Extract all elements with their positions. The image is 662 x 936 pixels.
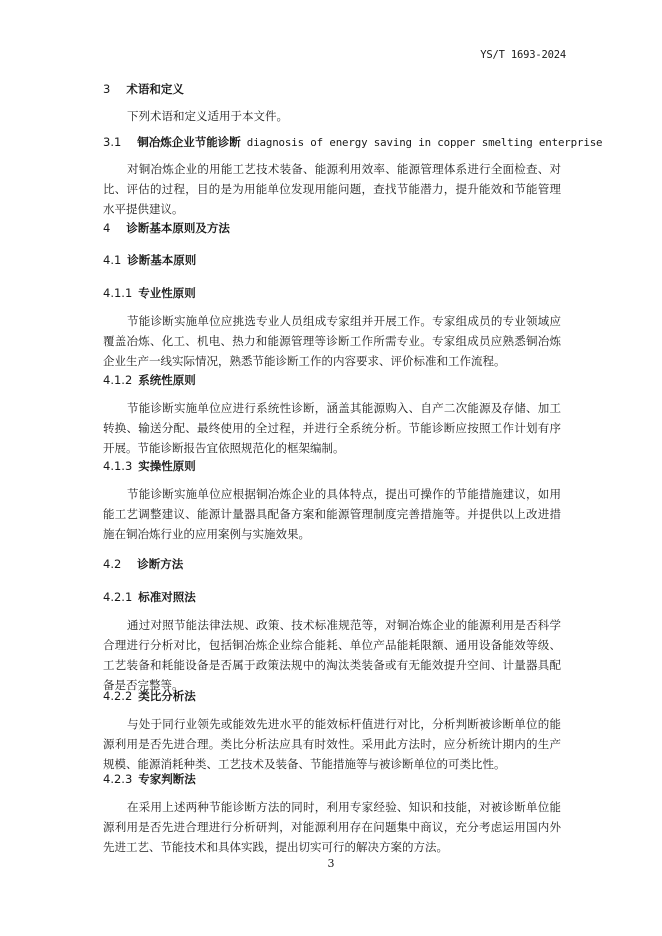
standard-number: YS/T 1693-2024 (480, 49, 566, 61)
section-number: 4.2.3 (103, 772, 133, 786)
section-number: 4.2.2 (103, 689, 133, 703)
section-title: 术语和定义 (126, 82, 184, 96)
term-english: diagnosis of energy saving in copper smelting enterprise (246, 136, 603, 149)
section-title: 诊断基本原则及方法 (126, 221, 230, 235)
section-4-2-heading (103, 556, 183, 572)
section-number: 3.1 (103, 135, 122, 149)
section-number: 4 (103, 221, 111, 235)
section-3-intro: 下列术语和定义适用于本文件。 (127, 109, 288, 123)
section-4-1-heading (103, 252, 196, 268)
section-4-2-3-heading (103, 771, 196, 787)
section-title: 标准对照法 (138, 590, 196, 604)
section-4-1-2-text: 节能诊断实施单位应进行系统性诊断，涵盖其能源购入、自产二次能源及存储、加工转换、输送分配、最终使用的全过程，并进行全系统分析。节能诊断应按照工作计划有序开展。节能诊断报告宜依照规范化的框架编制。 (103, 401, 561, 455)
section-number: 4.1.1 (103, 286, 133, 300)
section-title: 诊断基本原则 (127, 253, 197, 267)
section-4-2-2-text: 与处于同行业领先或能效先进水平的能效标杆值进行对比，分析判断被诊断单位的能源利用是否先进合理。类比分析法应具有时效性。采用此方法时，应分析统计期内的生产规模、能源消耗种类、工艺技术及装备、节能措施等与被诊断单位的可类比性。 (103, 717, 561, 771)
section-4-1-1-text: 节能诊断实施单位应挑选专业人员组成专家组并开展工作。专家组成员的专业领域应覆盖冶炼、化工、机电、热力和能源管理等诊断工作所需专业。专家组成员应熟悉铜冶炼企业生产一线实际情况，熟悉节能诊断工作的内容要求、评价标准和工作流程。 (103, 314, 561, 368)
section-number: 4.1.3 (103, 459, 133, 473)
section-number: 4.1.2 (103, 373, 133, 387)
section-number: 4.1 (103, 253, 122, 267)
section-4-1-3-text: 节能诊断实施单位应根据铜冶炼企业的具体特点，提出可操作的节能措施建议，如用能工艺调整建议、能源计量器具配备方案和能源管理制度完善措施等。并提供以上改进措施在铜冶炼行业的应用案例与实施效果。 (103, 487, 561, 541)
section-title: 类比分析法 (138, 689, 196, 703)
section-title: 实操性原则 (138, 459, 196, 473)
section-4-1-3-heading (103, 458, 196, 474)
term-3-1-heading (103, 134, 602, 150)
section-4-2-1-heading (103, 589, 196, 605)
section-title: 专家判断法 (138, 772, 196, 786)
section-number: 3 (103, 82, 111, 96)
section-4-2-1-text: 通过对照节能法律法规、政策、技术标准规范等，对铜冶炼企业的能源利用是否科学合理进行分析对比，包括铜冶炼企业综合能耗、单位产品能耗限额、通用设备能效等级、工艺装备和耗能设备是否属于政策法规中的淘汰类装备或有无能效提升空间、计量器具配备是否完整等。 (103, 618, 561, 692)
term-chinese: 铜冶炼企业节能诊断 (137, 135, 241, 149)
section-4-1-1-heading (103, 285, 196, 301)
section-3-heading (103, 81, 184, 97)
section-4-heading (103, 220, 230, 236)
term-3-1-definition: 对铜冶炼企业的用能工艺技术装备、能源利用效率、能源管理体系进行全面检查、对比、评估的过程，目的是为用能单位发现用能问题，查找节能潜力，提升能效和节能管理水平提供建议。 (103, 162, 561, 216)
section-number: 4.2.1 (103, 590, 133, 604)
section-4-2-2-heading (103, 688, 196, 704)
section-title: 诊断方法 (137, 557, 184, 571)
page-number: 3 (327, 857, 335, 870)
section-title: 专业性原则 (138, 286, 196, 300)
section-4-1-2-heading (103, 372, 196, 388)
section-title: 系统性原则 (138, 373, 196, 387)
section-4-2-3-text: 在采用上述两种节能诊断方法的同时，利用专家经验、知识和技能，对被诊断单位能源利用是否先进合理进行分析研判，对能源利用存在问题集中商议，充分考虑运用国内外先进工艺、节能技术和具体实践，提出切实可行的解决方案的方法。 (103, 800, 561, 854)
section-number: 4.2 (103, 557, 122, 571)
